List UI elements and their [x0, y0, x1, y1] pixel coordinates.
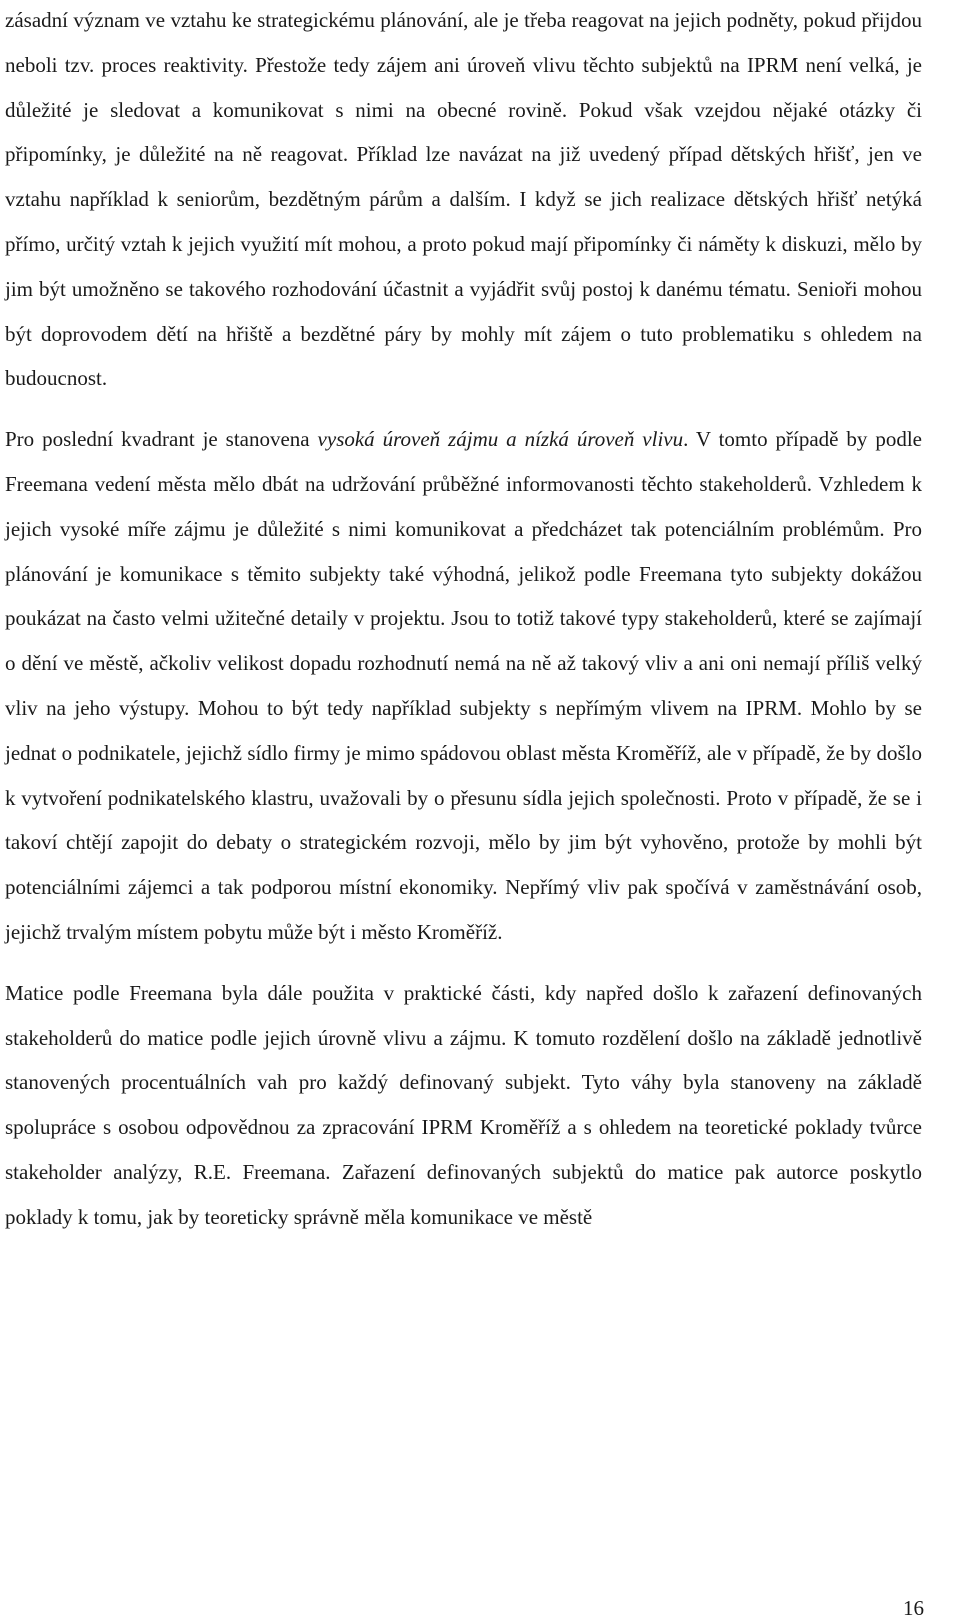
paragraph [5, 971, 922, 1240]
paragraph [5, 417, 922, 955]
italic-phrase: vysoká úroveň zájmu a nízká úroveň vlivu [317, 427, 684, 452]
document-body [5, 0, 922, 1240]
paragraph-text: Matice podle Freemana byla dále použita v praktické části, kdy napřed došlo k zařazení definovaných stakeholderů do matice podle jejich úrovně vlivu a zájmu. K tomuto rozdělení došlo na základě jednotlivě stanovených procentuálních vah pro každý definovaný subjekt. Tyto váhy byla stanoveny na základě spolupráce s osobou odpovědnou za zpracování IPRM Kroměříž a s ohledem na teoretické poklady tvůrce stakeholder analýzy, R.E. Freemana. Zařazení definovaných subjektů do matice pak autorce poskytlo poklady k tomu, jak by teoreticky správně měla komunikace ve městě [5, 980, 922, 1229]
paragraph [5, 0, 922, 401]
paragraph-text: . V tomto případě by podle Freemana vedení města mělo dbát na udržování průběžné informovanosti těchto stakeholderů. Vzhledem k jejich vysoké míře zájmu je důležité s nimi komunikovat a předcházet tak potenciálním problémům. Pro plánování je komunikace s těmito subjekty také výhodná, jelikož podle Freemana tyto subjekty dokážou poukázat na často velmi užitečné detaily v projektu. Jsou to totiž takové typy stakeholderů, které se zajímají o dění ve městě, ačkoliv velikost dopadu rozhodnutí nemá na ně až takový vliv a ani oni nemají příliš velký vliv na jeho výstupy. Mohou to být tedy například subjekty s nepřímým vlivem na IPRM. Mohlo by se jednat o podnikatele, jejichž sídlo firmy je mimo spádovou oblast města Kroměříž, ale v případě, že by došlo k vytvoření podnikatelského klastru, uvažovali by o přesunu sídla jejich společnosti. Proto v případě, že se i takoví chtějí zapojit do debaty o strategickém rozvoji, mělo by jim být vyhověno, protože by mohli být potenciálními zájemci a tak podporou místní ekonomiky. Nepřímý vliv pak spočívá v zaměstnávání osob, jejichž trvalým místem pobytu může být i město Kroměříž. [5, 427, 922, 944]
paragraph-text: Pro poslední kvadrant je stanovena [5, 427, 318, 452]
paragraph-text: zásadní význam ve vztahu ke strategickému plánování, ale je třeba reagovat na jejich podněty, pokud přijdou neboli tzv. proces reaktivity. Přestože tedy zájem ani úroveň vlivu těchto subjektů na IPRM není velká, je důležité je sledovat a komunikovat s nimi na obecné rovině. Pokud však vzejdou nějaké otázky či připomínky, je důležité na ně reagovat. Příklad lze navázat na již uvedený případ dětských hřišť, jen ve vztahu například k seniorům, bezdětným párům a dalším. I když se jich realizace dětských hřišť netýká přímo, určitý vztah k jejich využití mít mohou, a proto pokud mají připomínky či náměty k diskuzi, mělo by jim být umožněno se takového rozhodování účastnit a vyjádřit svůj postoj k danému tématu. Senioři mohou být doprovodem dětí na hřiště a bezdětné páry by mohly mít zájem o tuto problematiku s ohledem na budoucnost. [5, 8, 922, 391]
page-number: 16 [903, 1596, 924, 1620]
